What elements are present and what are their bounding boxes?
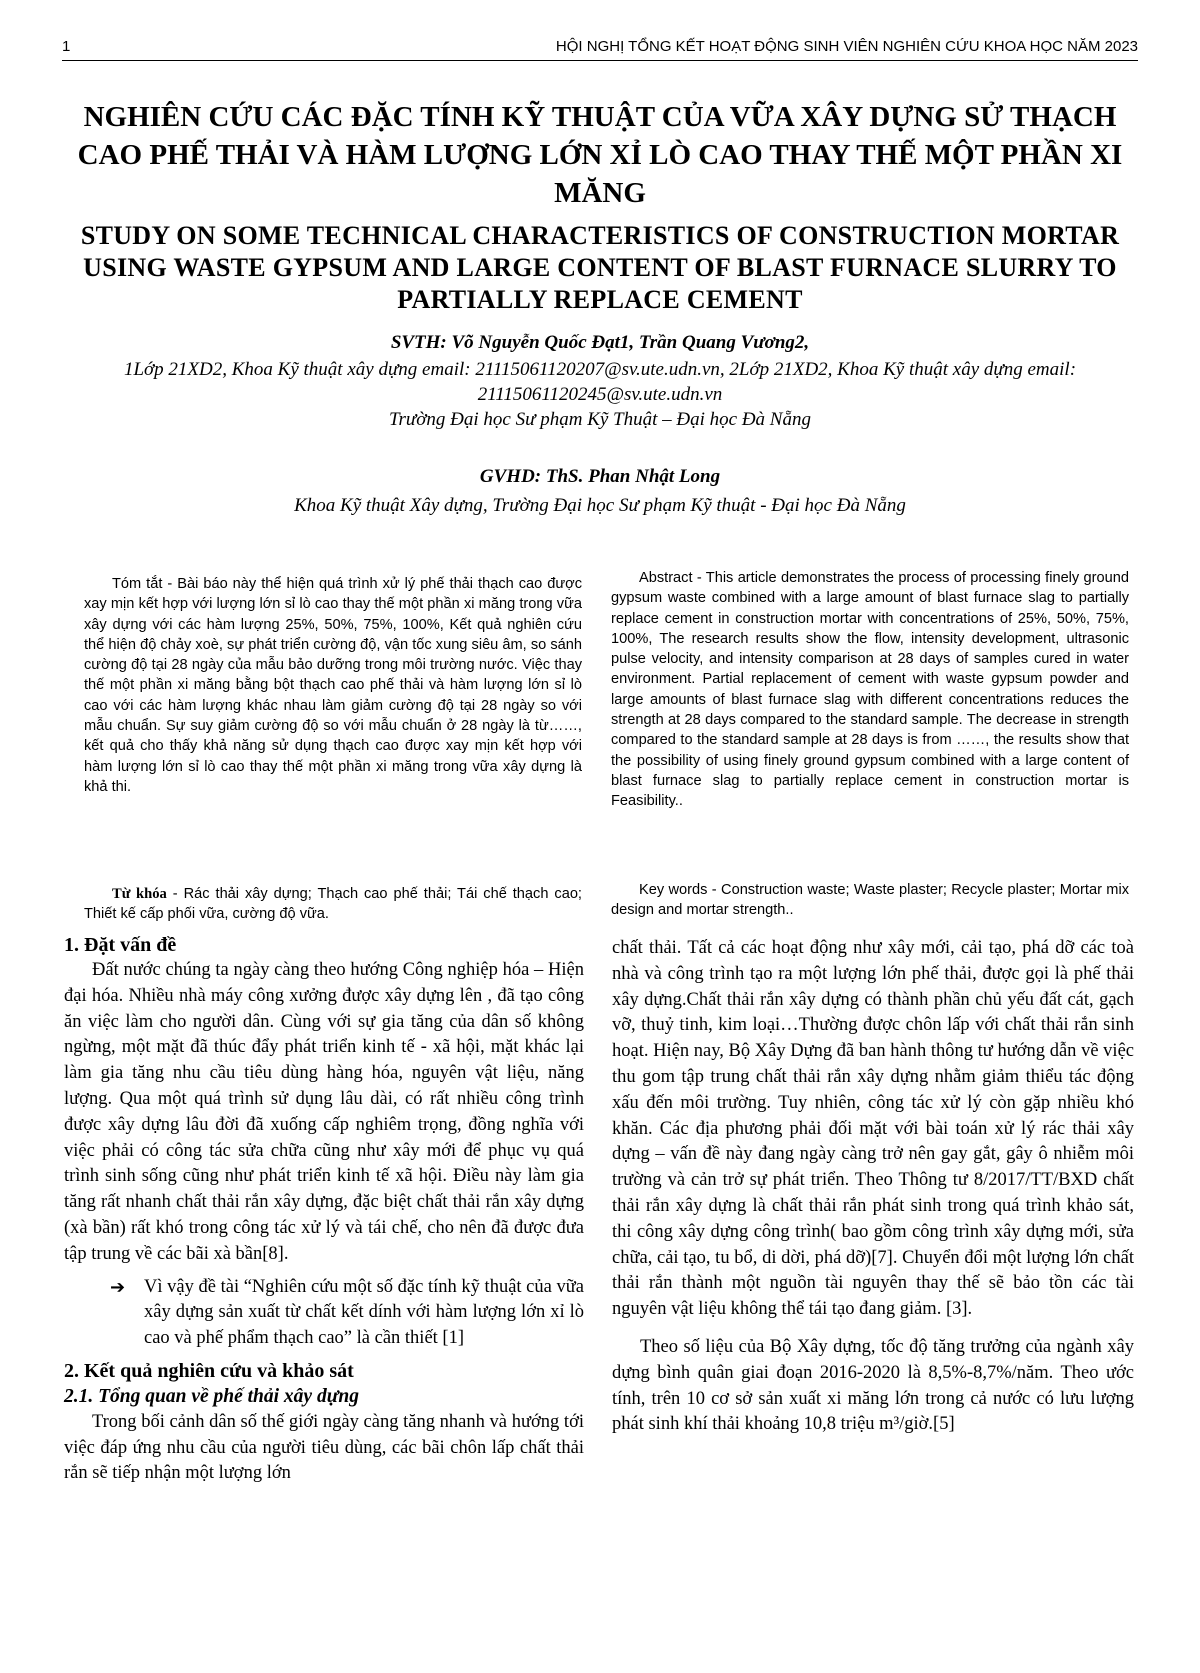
abstract-english [611, 568, 1129, 812]
page-number: 1 [62, 38, 71, 55]
bullet-text: Vì vậy đề tài “Nghiên cứu một số đặc tính kỹ thuật của vữa xây dựng sản xuất từ chất kết dính với hàm lượng lớn xỉ lò cao và phế phẩm thạch cao” là cần thiết [1] [144, 1276, 584, 1349]
abstract-en-text: Abstract - This article demonstrates the process of processing finely ground gypsum waste combined with a large amount of blast furnace slag to partially replace cement in construction mortar with concentrations of 25%, 50%, 75%, 100%, The research results show the flow, intensity development, ultrasonic pulse velocity, and intensity comparison at 28 days of samples cured in water environment. Partial replacement of cement with waste gypsum powder and large amounts of blast furnace slag with different concentrations reduces the strength at 28 days compared to the standard sample. The decrease in strength compared to the standard sample at 28 days is from ……, the results show that the possibility of using finely ground gypsum combined with a large content of blast furnace slag to partially replace cement in construction mortar is Feasibility.. [611, 570, 1129, 810]
section-1-paragraph: Đất nước chúng ta ngày càng theo hướng Công nghiệp hóa – Hiện đại hóa. Nhiều nhà máy công xưởng được xây dựng lên , đã tạo công ăn việc làm cho người dân. Cùng với sự gia tăng của dân số không ngừng, một mặt đã thúc đẩy phát triển kinh tế - xã hội, mặt khác lại làm gia tăng nhu cầu tiêu dùng hàng hóa, nguyên vật liệu, năng lượng. Qua một quá trình sử dụng lâu dài, có rất nhiều công trình được xây dựng lâu đời đã xuống cấp nghiêm trọng, đồng nghĩa với việc phải có công tác sửa chữa cũng như xây mới để phục vụ quá trình sinh sống cũng như phát triển kinh tế xã hội. Điều này làm gia tăng rất nhanh chất thải rắn xây dựng, đặc biệt chất thải rắn xây dựng (xà bần) rất khó trong công tác xử lý và tái chế, cho nên đã được đưa tập trung về các bãi xà bần[8]. [64, 960, 584, 1264]
author-university: Trường Đại học Sư phạm Kỹ Thuật – Đại học Đà Nẵng [389, 409, 811, 430]
author-affiliation: 1Lớp 21XD2, Khoa Kỹ thuật xây dựng email: 21115061120207@sv.ute.udn.vn, 2Lớp 21XD2, Khoa Kỹ thuật xây dựng email: 21115061120245@sv.ute.udn.vn [123, 359, 1077, 405]
keywords-english [611, 880, 1129, 921]
keywords-vi-label: Từ khóa [112, 886, 167, 902]
abstract-vietnamese [84, 574, 582, 797]
advisor-name: GVHD: ThS. Phan Nhật Long [479, 466, 721, 487]
title-block [70, 98, 1130, 316]
title-english: STUDY ON SOME TECHNICAL CHARACTERISTICS OF CONSTRUCTION MORTAR USING WASTE GYPSUM AND LARGE CONTENT OF BLAST FURNACE SLURRY TO PARTIALLY REPLACE CEMENT [80, 221, 1120, 314]
keywords-vi-text: - Rác thải xây dựng; Thạch cao phế thải; Tái chế thạch cao; Thiết kế cấp phối vữa, cường độ vữa. [84, 886, 582, 923]
title-vietnamese: NGHIÊN CỨU CÁC ĐẶC TÍNH KỸ THUẬT CỦA VỮA XÂY DỰNG SỬ THẠCH CAO PHẾ THẢI VÀ HÀM LƯỢNG LỚN XỈ LÒ CAO THAY THẾ MỘT PHẦN XI MĂNG [77, 101, 1123, 209]
conference-name: HỘI NGHỊ TỔNG KẾT HOẠT ĐỘNG SINH VIÊN NGHIÊN CỨU KHOA HỌC NĂM 2023 [555, 38, 1138, 55]
advisor-block [90, 462, 1110, 520]
body-left-column [64, 936, 584, 1487]
bullet-item [64, 1275, 584, 1352]
right-paragraph-1: chất thải. Tất cả các hoạt động như xây mới, cải tạo, phá dỡ các toà nhà và công trình tạo ra một lượng lớn phế thải, được gọi là phế thải xây dựng.Chất thải rắn xây dựng có thành phần chủ yếu đất cát, gạch vỡ, thuỷ tinh, kim loại…Thường được chôn lấp với chất thải rắn sinh hoạt. Hiện nay, Bộ Xây Dựng đã ban hành thông tư hướng dẫn về việc thu gom tập trung chất thải rắn xây dựng nhằm giảm thiểu tác động xấu đến môi trường. Tuy nhiên, công tác xử lý còn gặp nhiều khó khăn. Các địa phương phải đối mặt với bài toán xử lý rác thải xây dựng – vấn đề này đang ngày càng trở nên gay gắt, gây ô nhiễm môi trường và cản trở sự phát triển. Theo Thông tư 8/2017/TT/BXD chất thải rắn xây dựng là chất thải rắn phát sinh trong quá trình khảo sát, thi công xây dựng công trình( bao gồm công trình xây dựng mới, sửa chữa, cải tạo, tu bổ, di dời, phá dỡ)[7]. Chuyển đổi một lượng lớn chất thải rắn thành một nguồn tài nguyên thay thế sẽ bảo tồn các tài nguyên vật liệu không thể tái tạo đang giảm. [3]. [612, 938, 1134, 1320]
authors-block [90, 330, 1110, 432]
student-authors: SVTH: Võ Nguyễn Quốc Đạt1, Trần Quang Vương2, [390, 332, 810, 353]
body-right-column [612, 936, 1134, 1438]
keywords-en-text: Key words - Construction waste; Waste plaster; Recycle plaster; Mortar mix design and mortar strength.. [611, 882, 1129, 919]
section-2-heading: 2. Kết quả nghiên cứu và khảo sát [64, 1359, 354, 1382]
right-paragraph-2: Theo số liệu của Bộ Xây dựng, tốc độ tăng trưởng của ngành xây dựng bình quân giai đoạn 2016-2020 là 8,5%-8,7%/năm. Theo ước tính, trên 10 cơ sở sản xuất xi măng lớn trong cả nước có lưu lượng phát sinh khí thải khoảng 10,8 triệu m³/giờ.[5] [612, 1336, 1134, 1435]
keywords-vietnamese [84, 884, 582, 925]
section-1-heading: 1. Đặt vấn đề [64, 934, 177, 956]
section-2-1-paragraph: Trong bối cảnh dân số thế giới ngày càng tăng nhanh và hướng tới việc đáp ứng nhu cầu của người tiêu dùng, các bãi chôn lấp chất thải rắn sẽ tiếp nhận một lượng lớn [64, 1411, 584, 1484]
advisor-affiliation: Khoa Kỹ thuật Xây dựng, Trường Đại học Sư phạm Kỹ thuật - Đại học Đà Nẵng [294, 495, 906, 516]
arrow-bullet-icon: ➔ [110, 1276, 126, 1298]
abstract-vi-text: Tóm tắt - Bài báo này thể hiện quá trình xử lý phế thải thạch cao được xay mịn kết hợp với lượng lớn sỉ lò cao thay thế một phần xi măng trong vữa xây dựng với các hàm lượng 25%, 50%, 75%, 100%, Kết quả nghiên cứu thể hiện độ chảy xoè, sự phát triển cường độ, vận tốc xung siêu âm, so sánh cường độ tại 28 ngày của mẫu bảo dưỡng trong môi trường nước. Việc thay thế một phần xi măng bằng bột thạch cao phế thải và hàm lượng lớn sỉ lò cao với các hàm lượng khác nhau làm giảm cường độ tại 28 ngày so với mẫu chuẩn. Sự suy giảm cường độ so với mẫu chuẩn ở 28 ngày là từ……, kết quả cho thấy khả năng sử dụng thạch cao được xay mịn kết hợp với hàm lượng lớn sỉ lò cao thay thế một phần xi măng trong vữa xây dựng là khả thi. [84, 576, 582, 795]
section-2-1-heading: 2.1. Tổng quan về phế thải xây dựng [64, 1385, 359, 1407]
running-header [62, 36, 1138, 61]
